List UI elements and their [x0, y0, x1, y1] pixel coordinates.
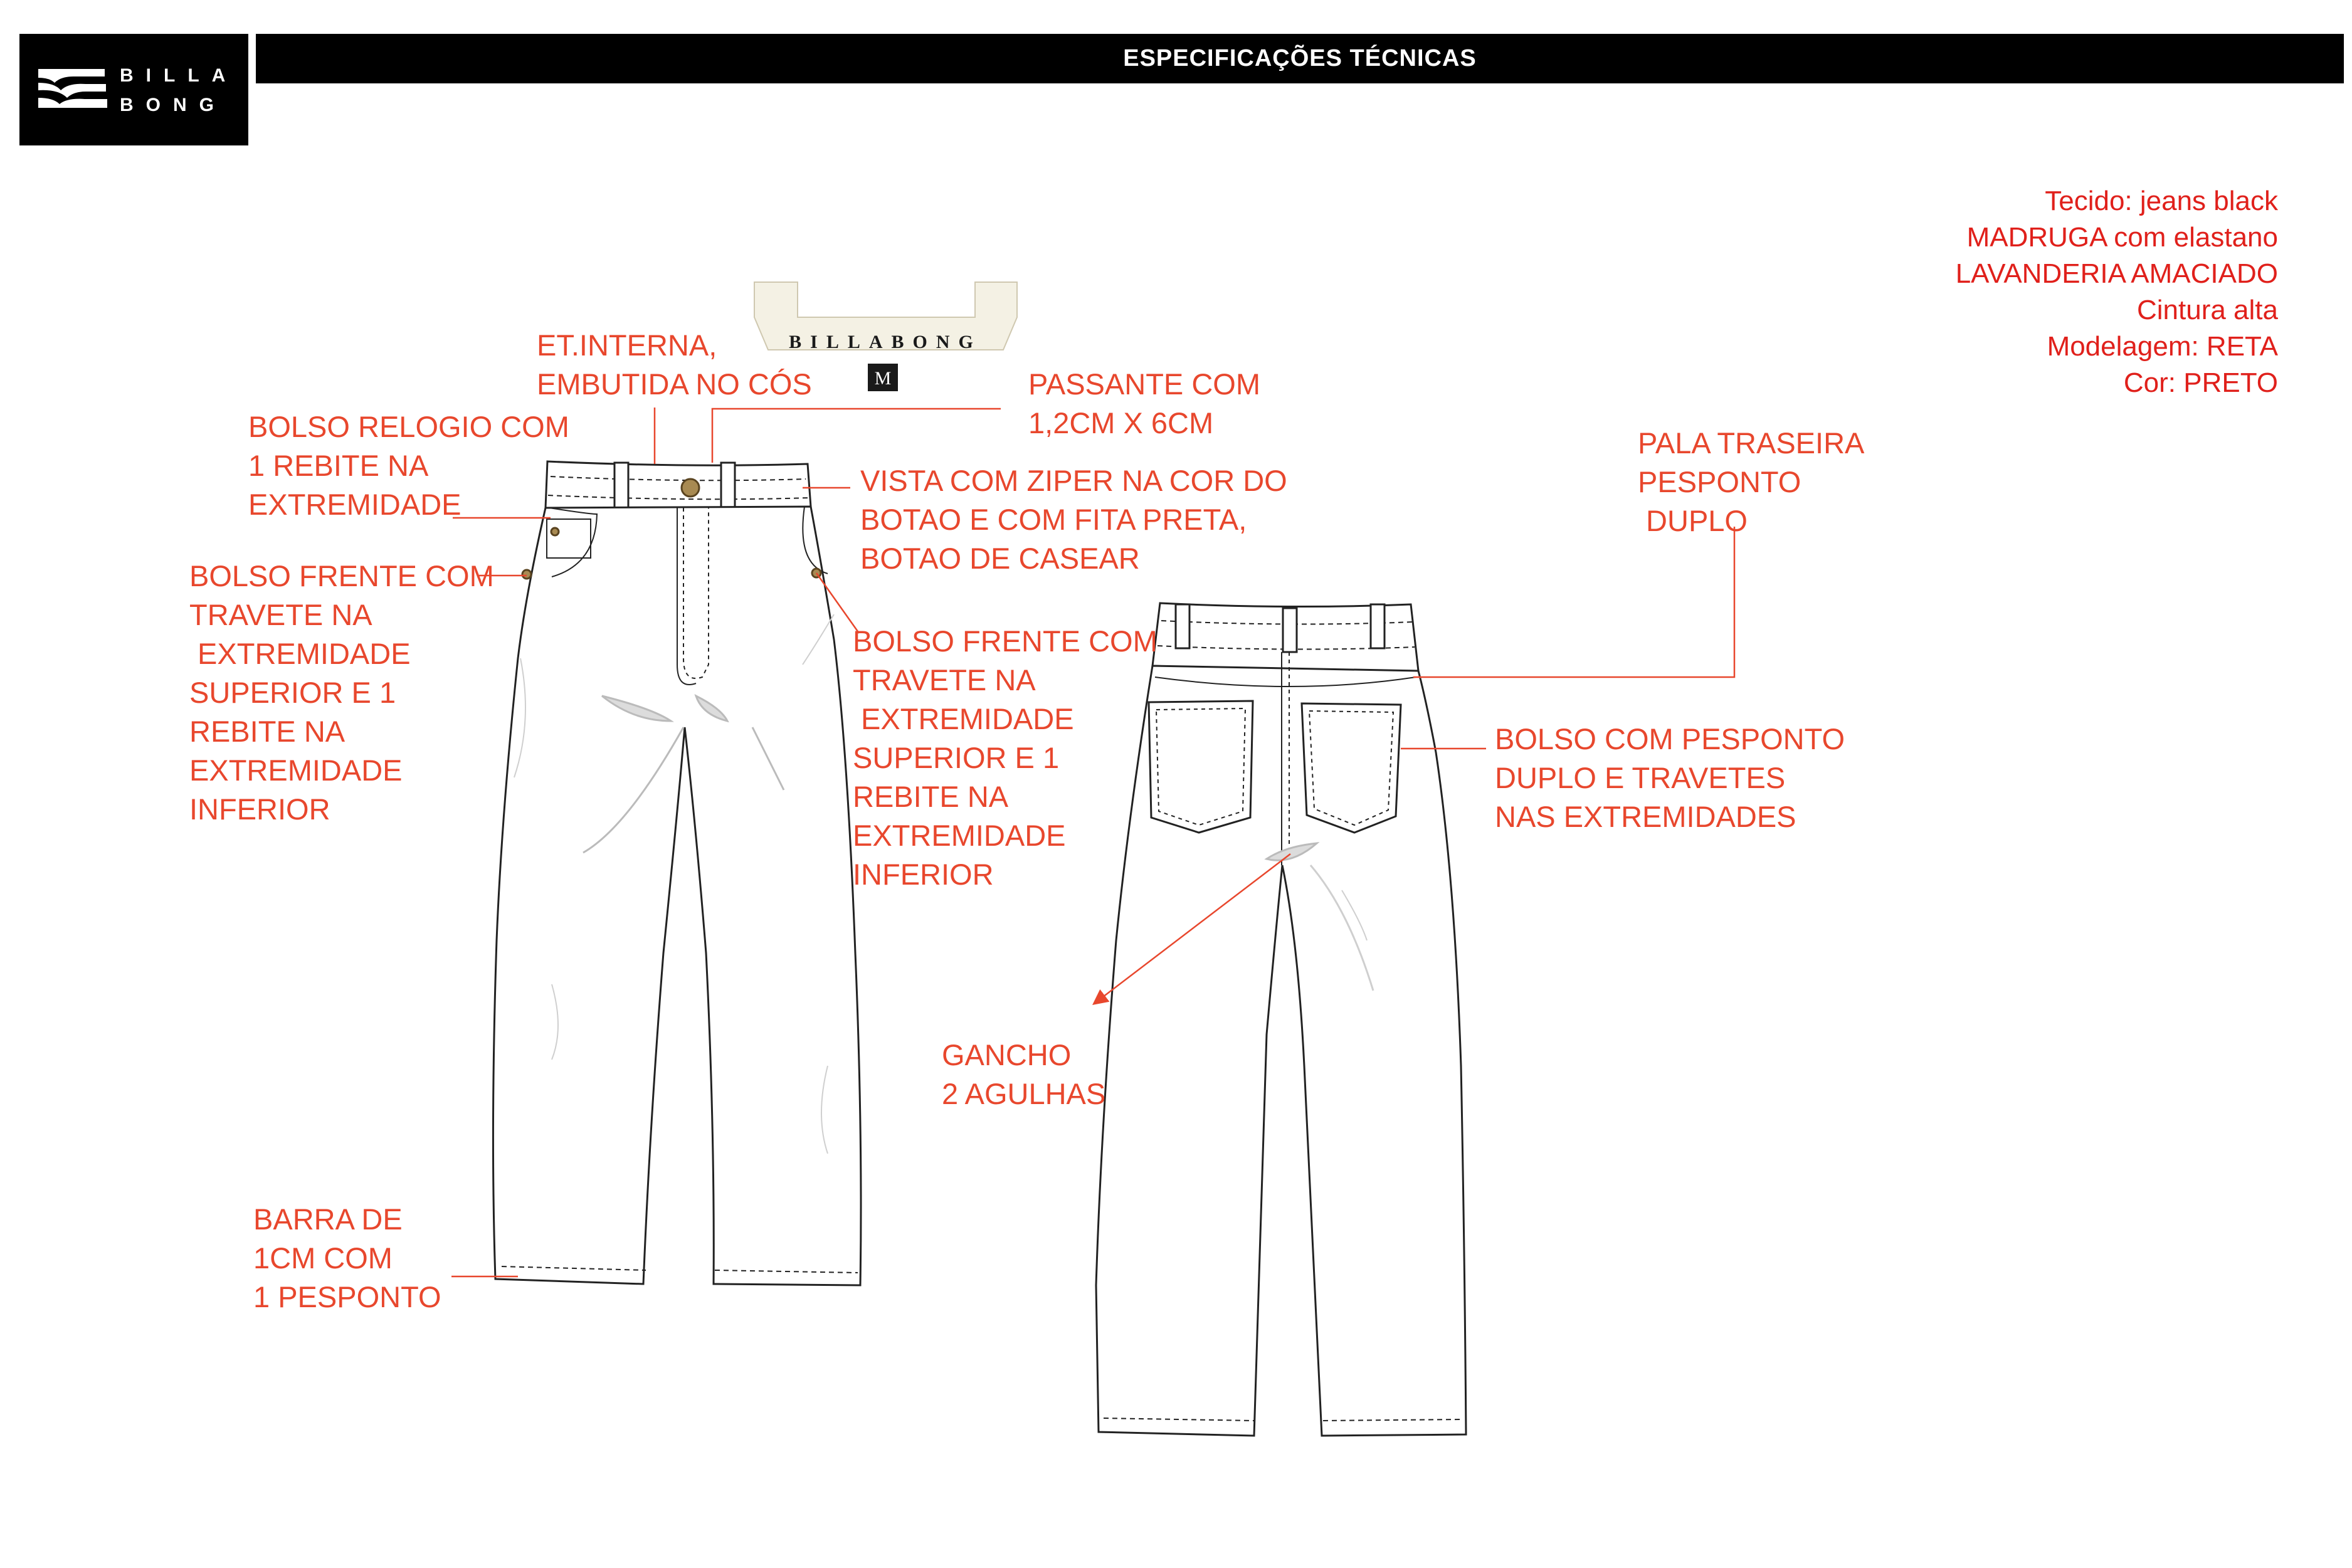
label-line: EMBUTIDA NO CÓS [537, 367, 812, 401]
label-line: BOLSO RELOGIO COM [248, 410, 569, 443]
label-line: 1CM COM [253, 1241, 393, 1275]
label-line: BOLSO FRENTE COM [853, 624, 1158, 658]
label-line: EXTREMIDADE [189, 754, 403, 787]
label-gancho [942, 1036, 1105, 1113]
logo-text-bong: BONG [120, 95, 226, 115]
jeans-button-icon [682, 479, 699, 497]
spec-line-fabric: Tecido: jeans black [2045, 186, 2278, 216]
label-line: VISTA COM ZIPER NA COR DO [860, 464, 1287, 497]
label-line: REBITE NA [853, 780, 1009, 813]
tag-brand-text: BILLABONG [789, 332, 982, 352]
label-line: EXTREMIDADE [248, 488, 461, 521]
label-barra [253, 1200, 441, 1317]
label-vista-ziper [860, 461, 1287, 578]
label-line: 1 REBITE NA [248, 449, 429, 482]
label-line: PASSANTE COM [1028, 367, 1260, 401]
front-jeans-drawing [493, 461, 861, 1285]
label-passante [1028, 365, 1260, 443]
label-line: EXTREMIDADE [853, 702, 1074, 735]
spec-line-waist: Cintura alta [2136, 295, 2278, 325]
label-line: TRAVETE NA [853, 663, 1036, 697]
label-line: EXTREMIDADE [189, 637, 411, 670]
label-etiqueta-interna [537, 326, 812, 404]
label-line: ET.INTERNA, [537, 329, 717, 362]
label-bolso-frente-left [189, 557, 494, 829]
label-bolso-pesponto [1495, 720, 1845, 836]
label-pala-traseira [1638, 424, 1864, 540]
leader-pala-traseira [1413, 527, 1734, 677]
label-line: PESPONTO [1638, 465, 1801, 498]
leader-passante [712, 409, 1001, 463]
label-line: BARRA DE [253, 1202, 403, 1236]
logo-text-billa: BILLA [120, 65, 238, 86]
label-line: BOTAO E COM FITA PRETA, [860, 503, 1247, 536]
spec-line-color: Cor: PRETO [2123, 367, 2278, 398]
label-line: REBITE NA [189, 715, 345, 748]
label-line: EXTREMIDADE [853, 819, 1066, 852]
label-line: PALA TRASEIRA [1638, 426, 1865, 460]
label-line: DUPLO E TRAVETES [1495, 761, 1786, 794]
label-line: BOLSO COM PESPONTO [1495, 722, 1845, 755]
label-line: BOLSO FRENTE COM [189, 559, 494, 592]
spec-line-madruga: MADRUGA com elastano [1966, 222, 2278, 253]
label-line: INFERIOR [189, 792, 330, 826]
size-text: M [874, 368, 892, 389]
label-line: GANCHO [942, 1038, 1072, 1071]
label-line: 2 AGULHAS [942, 1077, 1106, 1110]
label-line: 1,2CM X 6CM [1028, 406, 1214, 439]
label-line: INFERIOR [853, 858, 994, 891]
label-bolso-frente-right [853, 622, 1158, 894]
label-bolso-relogio [248, 408, 569, 524]
page-title: ESPECIFICAÇÕES TÉCNICAS [1123, 45, 1477, 71]
label-line: NAS EXTREMIDADES [1495, 800, 1796, 833]
label-line: BOTAO DE CASEAR [860, 542, 1140, 575]
label-line: 1 PESPONTO [253, 1280, 441, 1313]
spec-line-fit: Modelagem: RETA [2047, 331, 2278, 362]
label-line: SUPERIOR E 1 [853, 741, 1060, 774]
spec-line-wash: LAVANDERIA AMACIADO [1955, 258, 2278, 289]
label-line: DUPLO [1638, 504, 1748, 537]
label-line: SUPERIOR E 1 [189, 676, 396, 709]
label-line: TRAVETE NA [189, 598, 372, 631]
